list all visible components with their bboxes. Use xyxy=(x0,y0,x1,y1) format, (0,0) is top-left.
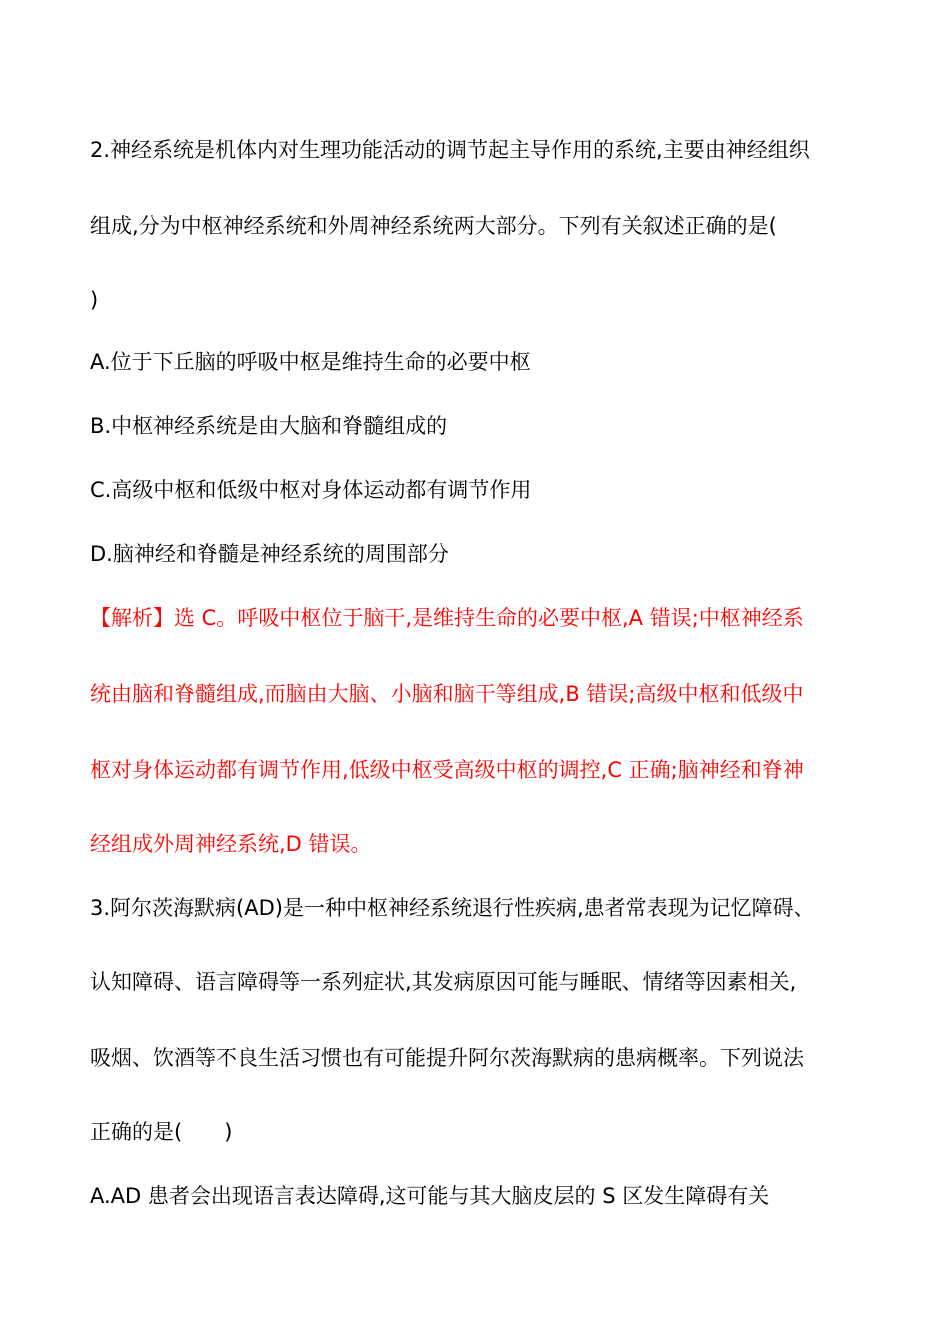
q2-option-b: B.中枢神经系统是由大脑和脊髓组成的 xyxy=(90,414,448,438)
q2-analysis-line-3: 枢对身体运动都有调节作用,低级中枢受高级中枢的调控,C 正确;脑神经和脊神 xyxy=(90,758,804,782)
q3-option-a: A.AD 患者会出现语言表达障碍,这可能与其大脑皮层的 S 区发生障碍有关 xyxy=(90,1184,770,1208)
q3-stem-line-4: 正确的是( ) xyxy=(90,1120,233,1144)
q2-analysis-line-4: 经组成外周神经系统,D 错误。 xyxy=(90,832,372,856)
q3-stem-line-2: 认知障碍、语言障碍等一系列症状,其发病原因可能与睡眠、情绪等因素相关, xyxy=(90,970,797,994)
q3-stem-line-1: 3.阿尔茨海默病(AD)是一种中枢神经系统退行性疾病,患者常表现为记忆障碍、 xyxy=(90,896,815,920)
q2-analysis-line-1: 【解析】选 C。呼吸中枢位于脑干,是维持生命的必要中枢,A 错误;中枢神经系 xyxy=(90,606,804,630)
q2-stem-line-2: 组成,分为中枢神经系统和外周神经系统两大部分。下列有关叙述正确的是( xyxy=(90,214,777,238)
q2-option-c: C.高级中枢和低级中枢对身体运动都有调节作用 xyxy=(90,478,532,502)
q2-option-d: D.脑神经和脊髓是神经系统的周围部分 xyxy=(90,542,449,566)
q2-stem-line-3: ) xyxy=(90,288,99,312)
q2-analysis-line-2: 统由脑和脊髓组成,而脑由大脑、小脑和脑干等组成,B 错误;高级中枢和低级中 xyxy=(90,682,804,706)
q3-stem-line-3: 吸烟、饮酒等不良生活习惯也有可能提升阿尔茨海默病的患病概率。下列说法 xyxy=(90,1046,804,1070)
q2-stem-line-1: 2.神经系统是机体内对生理功能活动的调节起主导作用的系统,主要由神经组织 xyxy=(90,138,810,162)
q2-option-a: A.位于下丘脑的呼吸中枢是维持生命的必要中枢 xyxy=(90,350,531,374)
